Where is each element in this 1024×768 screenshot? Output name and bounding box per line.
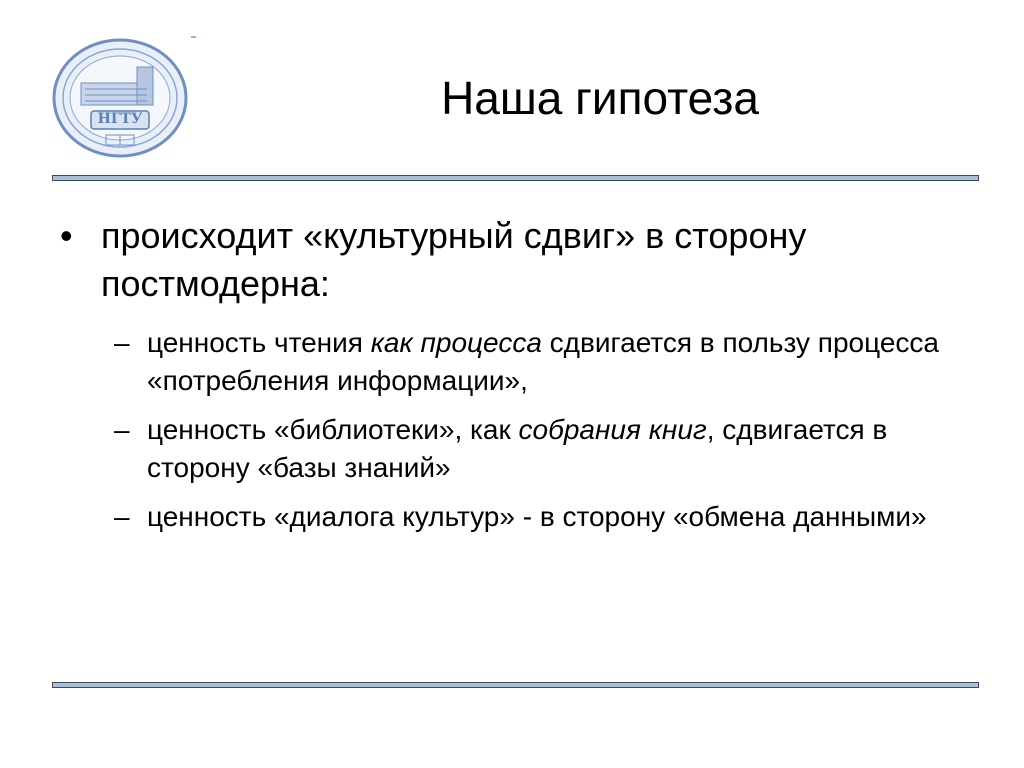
- list-item-emphasis: собрания книг: [518, 414, 707, 445]
- main-bullet-text: происходит «культурный сдвиг» в сторону постмодерна:: [101, 215, 807, 304]
- logo-text: НГТУ: [97, 111, 143, 127]
- list-item-emphasis: как процесса: [370, 327, 542, 358]
- dash-marker: –: [114, 501, 130, 532]
- list-item-text: ценность чтения: [147, 327, 371, 358]
- main-bullet: [60, 212, 960, 308]
- divider-top: [52, 175, 979, 181]
- logo-mark: [191, 36, 196, 38]
- divider-bottom: [52, 682, 979, 688]
- list-item-text: сдвигается в пользу процесса «потребления информации»,: [147, 327, 939, 396]
- dash-marker: –: [114, 327, 130, 358]
- sub-list: [114, 324, 974, 547]
- list-item-text: , сдвигается в сторону «базы знаний»: [147, 414, 888, 483]
- page-title: Наша гипотеза: [441, 72, 759, 124]
- university-seal-icon: [51, 37, 189, 159]
- list-item: [114, 498, 974, 536]
- list-item-text: ценность «библиотеки», как: [147, 414, 519, 445]
- list-item: [114, 324, 974, 400]
- list-item-text: ценность «диалога культур» - в сторону «обмена данными»: [147, 501, 927, 532]
- list-item: [114, 411, 974, 487]
- bullet-marker: •: [60, 215, 73, 256]
- dash-marker: –: [114, 414, 130, 445]
